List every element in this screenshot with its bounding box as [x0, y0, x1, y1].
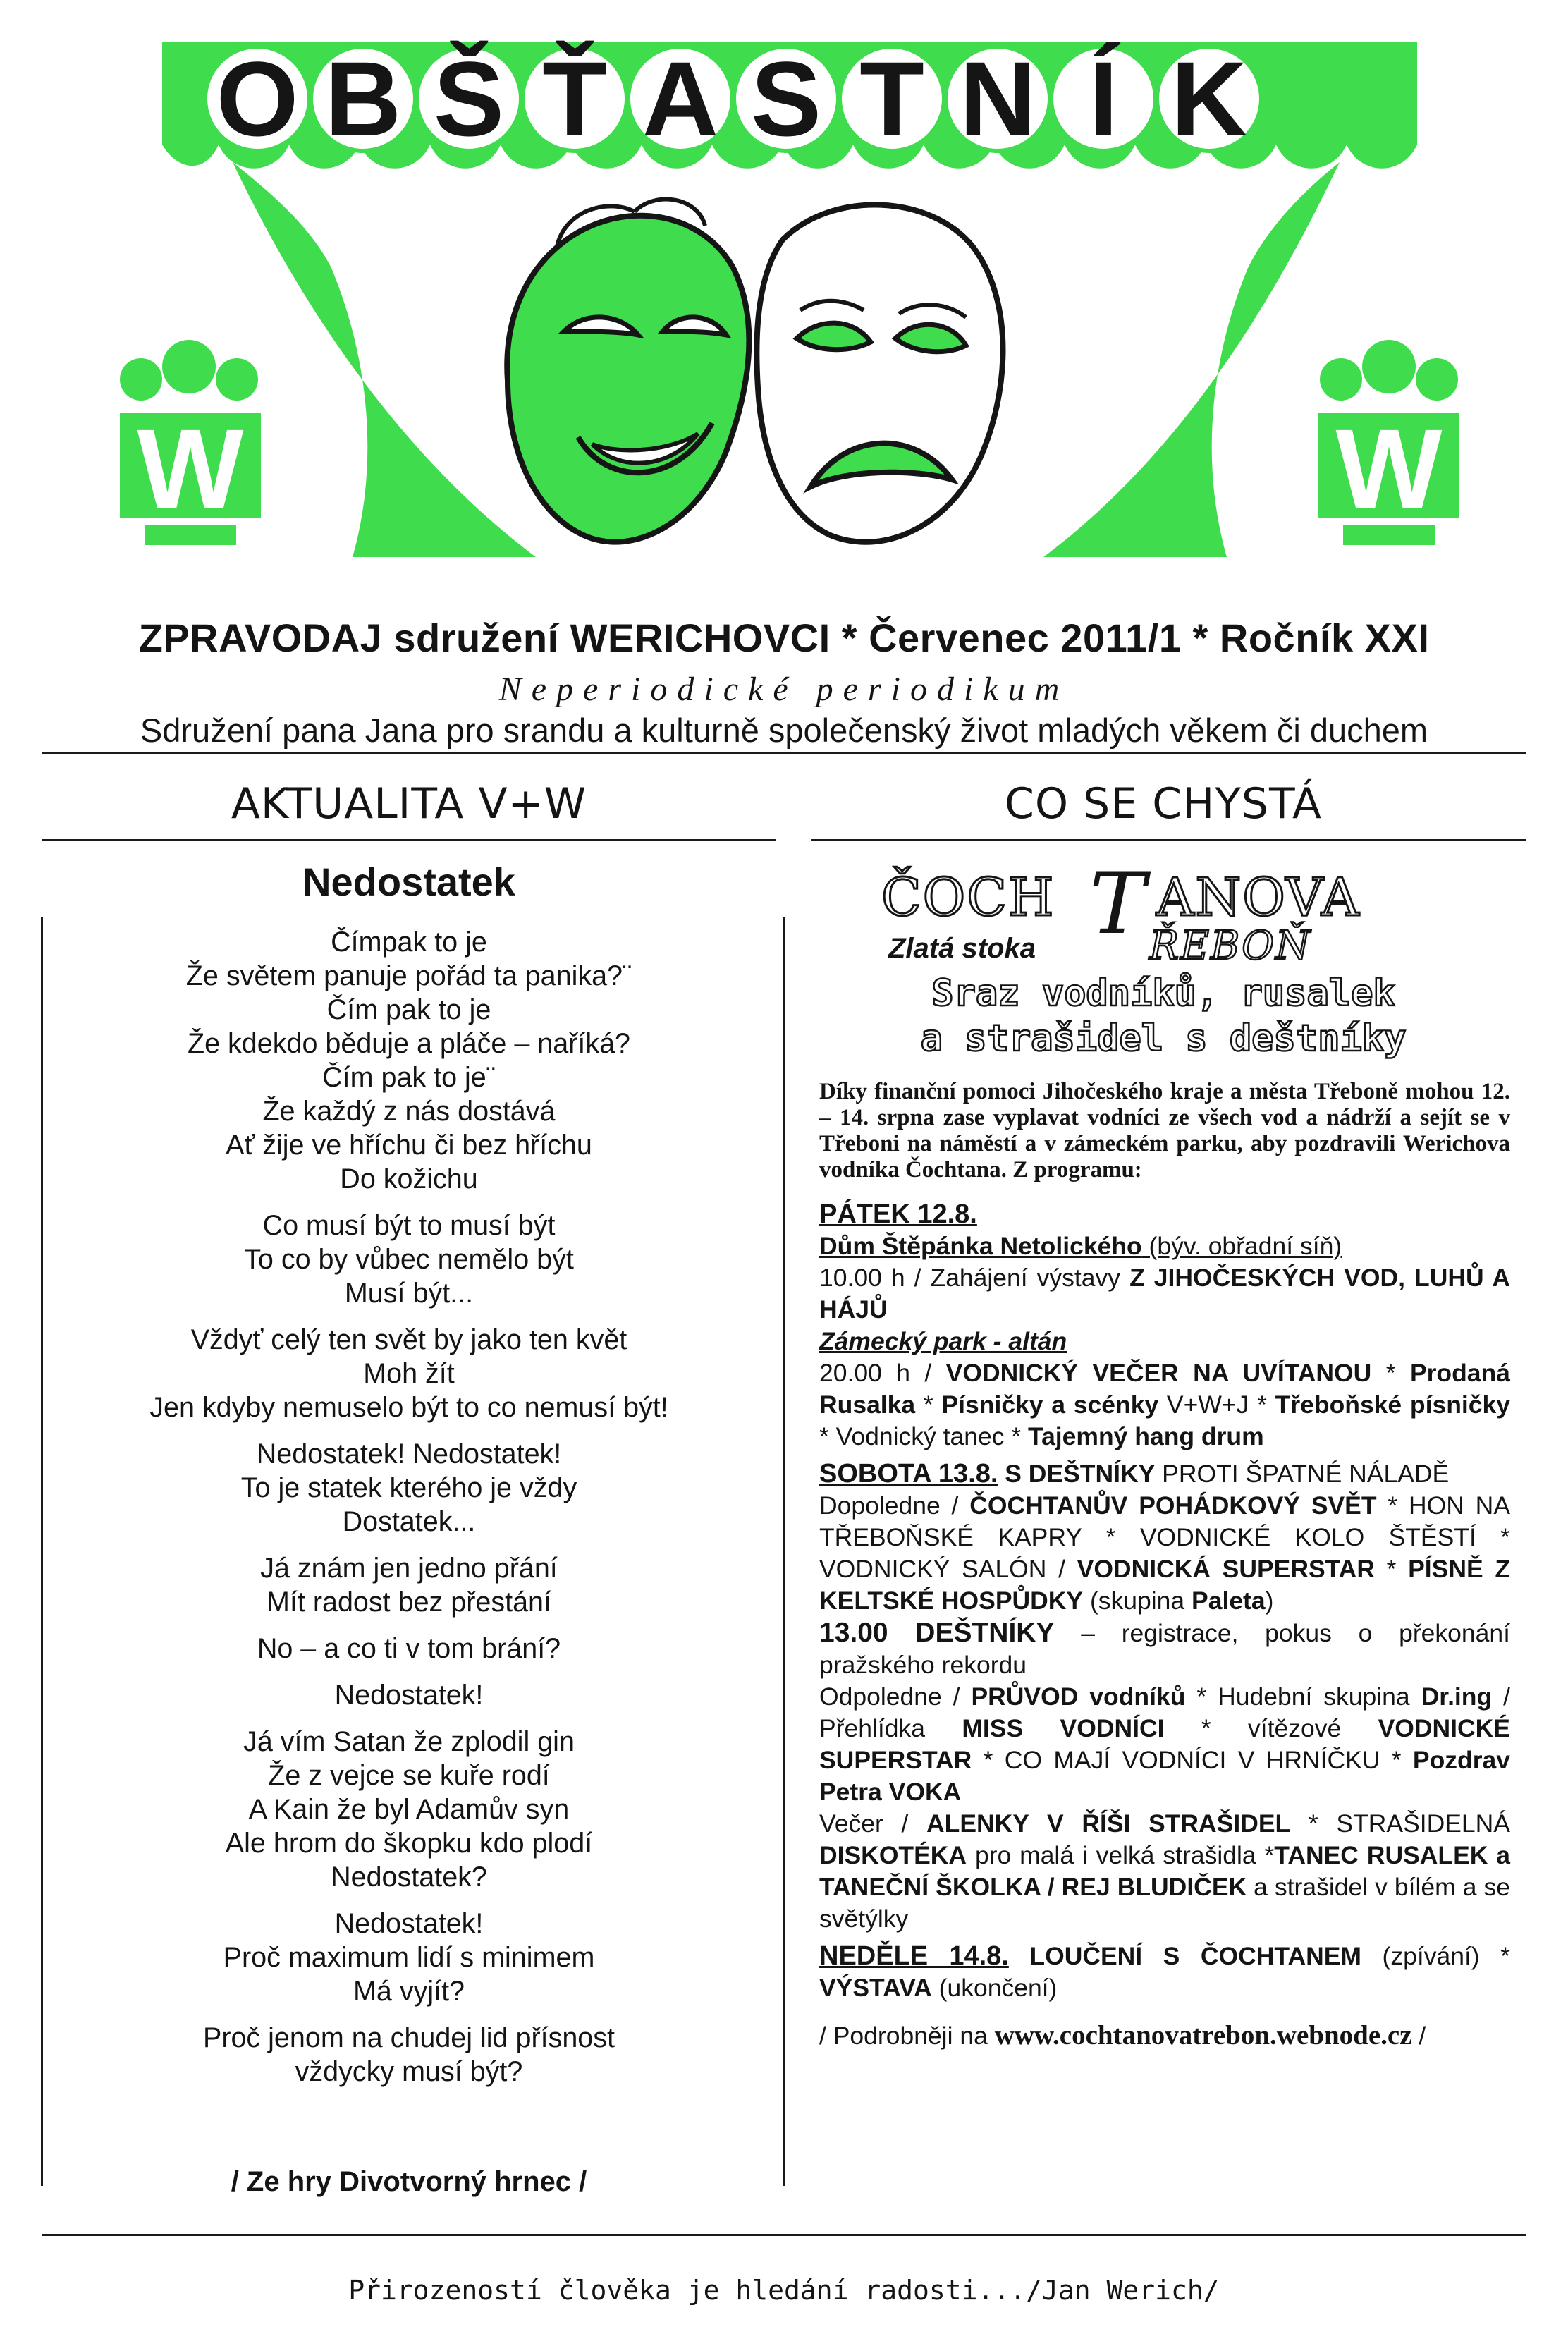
program-highlight: ČOCHTANŮV POHÁDKOVÝ SVĚT — [969, 1491, 1377, 1520]
header-divider — [42, 752, 1526, 754]
program-text: * — [1371, 1359, 1410, 1387]
poem-stanza — [42, 1907, 776, 2008]
poem-stanza — [42, 1678, 776, 1712]
program-item — [819, 1262, 1510, 1326]
newsletter-info: ZPRAVODAJ sdružení WERICHOVCI * Červenec 2011/1 * Ročník XXI — [138, 616, 1430, 660]
poem-line: Co musí být to musí být — [262, 1210, 556, 1241]
program-highlight: PRŮVOD vodníků — [971, 1682, 1186, 1711]
program-highlight: ALENKY V ŘÍŠI STRAŠIDEL — [926, 1809, 1291, 1838]
right-werichovci-logo — [1318, 340, 1459, 545]
logo-word-left: ČOCH — [881, 867, 1055, 928]
title-letter: B — [324, 39, 402, 158]
program-text: / Podrobněji na — [819, 2022, 995, 2050]
right-drape — [1043, 162, 1340, 557]
program-text: a strašidel v bílém a se světýlky — [819, 1873, 1511, 1933]
poem-stanza — [42, 925, 776, 1196]
right-section-rule — [811, 839, 1526, 841]
spacer — [819, 1935, 1510, 1941]
slogan-line: Sraz vodníků, rusalek — [931, 972, 1395, 1015]
title-letter: K — [1170, 39, 1248, 158]
program-time: 10.00 h / Zahájení výstavy — [819, 1264, 1130, 1292]
event-intro: Díky finanční pomoci Jihočeského kraje a města Třeboně mohou 12. – 14. srpna zase vyplavat vodníci ze všech vod a nádrží a sejít se v Třeboni na náměstí a v zámeckém parku, aby pozdravili Werichova vodníka Čochtana. Z programu: — [819, 1079, 1510, 1183]
left-werichovci-logo — [120, 340, 261, 545]
poem-line: Musí být... — [344, 1278, 474, 1309]
poem-line: Že každý z nás dostává — [262, 1096, 556, 1127]
program-time: Večer / — [819, 1809, 926, 1838]
program-text: (skupina — [1083, 1587, 1192, 1615]
program-venue — [819, 1230, 1510, 1262]
program-text: V+W+J * — [1158, 1391, 1275, 1419]
poem-line: To co by vůbec nemělo být — [244, 1244, 574, 1275]
program-highlight: Písničky a scénky — [941, 1391, 1159, 1419]
program-text: (ukončení) — [931, 1974, 1058, 2002]
section-title-aktualita: AKTUALITA V+W — [231, 779, 587, 829]
footer-quote: Přirozeností člověka je hledání radosti.../Jan Werich/ — [348, 2275, 1220, 2306]
program-day-saturday-heading — [819, 1458, 1510, 1490]
program-highlight: LOUČENÍ S ČOCHTANEM — [1008, 1942, 1361, 1970]
newsletter-subtitle: Neperiodické periodikum — [498, 671, 1070, 708]
poem-line: Nedostatek! — [334, 1680, 484, 1711]
program-item — [819, 1941, 1510, 2004]
program-venue: Zámecký park - altán — [819, 1327, 1067, 1355]
poem-line: Že kdekdo běduje a pláče – naříká? — [187, 1028, 631, 1059]
title-letter: A — [642, 39, 719, 158]
website-link[interactable]: www.cochtanovatrebon.webnode.cz — [994, 2020, 1412, 2051]
program-highlight: VODNICKÝ VEČER NA UVÍTANOU — [945, 1359, 1372, 1387]
program-highlight: DISKOTÉKA — [819, 1841, 967, 1869]
poem-line: Ať žije ve hříchu či bez hříchu — [226, 1130, 592, 1161]
poem-stanza — [42, 1725, 776, 1894]
program-highlight: Tajemný hang drum — [1028, 1422, 1264, 1450]
poem-source: / Ze hry Divotvorný hrnec / — [231, 2166, 587, 2197]
spacer — [819, 2004, 1510, 2020]
poem-line: Já vím Satan že zplodil gin — [243, 1726, 575, 1757]
poem-line: Že z vejce se kuře rodí — [268, 1760, 550, 1791]
poem-line: Nedostatek! — [334, 1908, 484, 1939]
program-text: / — [1411, 2022, 1426, 2050]
association-tagline: Sdružení pana Jana pro srandu a kulturně společenský život mladých věkem či duchem — [140, 711, 1428, 749]
program-text: * — [1374, 1555, 1409, 1583]
poem-line: Čímpak to je — [331, 927, 487, 958]
program-text: ) — [1265, 1587, 1274, 1615]
poem-line: Ale hrom do škopku kdo plodí — [225, 1828, 593, 1859]
poem-line: Nedostatek! Nedostatek! — [256, 1438, 562, 1470]
poem-line: Čím pak to je — [326, 994, 491, 1025]
program-time: Odpoledne / — [819, 1682, 972, 1711]
program-item — [819, 1490, 1510, 1617]
program-text: (zpívání) * — [1361, 1942, 1510, 1970]
program-highlight: VODNICKÉ SUPERSTAR — [819, 1714, 1510, 1774]
poem-stanza — [42, 1551, 776, 1619]
poem-line: Mít radost bez přestání — [267, 1587, 551, 1618]
poem-line: No – a co ti v tom brání? — [257, 1633, 561, 1664]
poem-line: vždycky musí být? — [295, 2056, 523, 2087]
title-letter: T — [859, 39, 924, 158]
program-highlight: PÍSNĚ Z KELTSKÉ HOSPŮDKY — [819, 1555, 1511, 1615]
logo-word-right: ANOVA — [1156, 867, 1361, 928]
program-item — [819, 1808, 1510, 1935]
poem-stanza — [42, 1437, 776, 1539]
event-program — [819, 1199, 1510, 2052]
poem-line: Proč maximum lidí s minimem — [223, 1942, 595, 1973]
title-letter: Š — [433, 39, 505, 158]
program-highlight: Paleta — [1192, 1587, 1266, 1615]
logo-subtitle: Zlatá stoka — [888, 933, 1036, 964]
program-text: * HON NA TŘEBOŇSKÉ KAPRY * VODNICKÉ KOLO ŠTĚSTÍ * VODNICKÝ SALÓN / — [819, 1491, 1510, 1583]
poem-line: A Kain že byl Adamův syn — [248, 1794, 570, 1825]
program-text: * STRAŠIDELNÁ — [1290, 1809, 1510, 1838]
monogram-letter: W — [1335, 405, 1443, 532]
column-divider — [783, 917, 785, 2186]
cochtanova-logo — [811, 859, 1516, 1070]
program-text: * CO MAJÍ VODNÍCI V HRNÍČKU * — [972, 1746, 1413, 1774]
program-highlight: TANEC RUSALEK a TANEČNÍ ŠKOLKA / REJ BLUDIČEK — [819, 1841, 1510, 1901]
program-highlight: Třeboňské písničky — [1275, 1391, 1510, 1419]
poem-stanza — [42, 2021, 776, 2089]
program-day-saturday: SOBOTA 13.8. — [819, 1459, 998, 1489]
program-text: pro malá i velká strašidla * — [967, 1841, 1275, 1869]
poem-line: Dostatek... — [342, 1506, 476, 1537]
footer-divider — [42, 2234, 1526, 2236]
masthead — [0, 0, 1568, 606]
program-highlight: Z JIHOČESKÝCH VOD, LUHŮ A HÁJŮ — [819, 1264, 1510, 1324]
poem-line: Čím pak to je¨ — [322, 1062, 496, 1093]
program-item — [819, 1357, 1510, 1453]
logo-big-t: T — [1089, 859, 1146, 953]
program-highlight: MISS VODNÍCI — [962, 1714, 1165, 1742]
logo-town: ŘEBOŇ — [1149, 923, 1312, 969]
poem-line: Moh žít — [363, 1358, 455, 1389]
poem-line: Do kožichu — [340, 1163, 478, 1195]
venue-name: Dům Štěpánka Netolického — [819, 1232, 1142, 1260]
title-letter: Ť — [542, 39, 607, 158]
title-letter: N — [959, 39, 1036, 158]
poem-line: Má vyjít? — [353, 1976, 465, 2007]
left-drape — [233, 162, 536, 557]
poem-line: To je statek kterého je vždy — [240, 1472, 577, 1503]
poem-text — [42, 925, 776, 2101]
poem-title: Nedostatek — [302, 860, 515, 904]
section-title-co-se-chysta: CO SE CHYSTÁ — [1004, 779, 1323, 829]
program-item — [819, 1681, 1510, 1808]
poem-stanza — [42, 1209, 776, 1310]
tragedy-mask-icon — [757, 204, 1003, 542]
program-highlight: VÝSTAVA — [819, 1974, 932, 2002]
title-letter: Í — [1089, 39, 1118, 158]
cochtanova-logo-art — [811, 859, 1516, 1070]
program-highlight: VODNICKÁ SUPERSTAR — [1077, 1555, 1375, 1583]
program-time: 20.00 h / — [819, 1359, 946, 1387]
poem-line: Proč jenom na chudej lid přísnost — [202, 2022, 615, 2053]
program-highlight: Prodaná Rusalka — [819, 1359, 1510, 1419]
title-letter: O — [216, 39, 299, 158]
poem-stanza — [42, 1632, 776, 1666]
program-text: / Přehlídka — [819, 1682, 1510, 1742]
left-section-rule — [42, 839, 776, 841]
program-text: PROTI ŠPATNÉ NÁLADĚ — [1155, 1460, 1450, 1488]
poem-line: Nedostatek? — [331, 1862, 487, 1893]
venue-note: (býv. obřadní síň) — [1141, 1232, 1342, 1260]
program-item — [819, 1617, 1510, 1681]
program-text: – registrace, pokus o překonání pražského rekordu — [819, 1619, 1510, 1679]
program-time: Dopoledne / — [819, 1491, 970, 1520]
poem-line: Já znám jen jedno přání — [260, 1553, 558, 1584]
program-text: * Vodnický tanec * — [819, 1422, 1029, 1450]
more-info — [819, 2020, 1510, 2052]
program-text: * — [915, 1391, 942, 1419]
program-highlight: Pozdrav Petra VOKA — [819, 1746, 1510, 1806]
poem-line: Že světem panuje pořád ta panika?¨ — [185, 960, 632, 991]
program-day-sunday: NEDĚLE 14.8. — [819, 1941, 1009, 1971]
program-highlight: Dr.ing — [1421, 1682, 1493, 1711]
program-highlight: 13.00 DEŠTNÍKY — [819, 1618, 1055, 1648]
monogram-letter: W — [137, 405, 244, 532]
poem-stanza — [42, 1323, 776, 1424]
poem-line: Vždyť celý ten svět by jako ten květ — [190, 1324, 627, 1355]
program-text: * vítězové — [1164, 1714, 1378, 1742]
comedy-mask-icon — [507, 200, 749, 542]
slogan-line: a strašidel s deštníky — [920, 1018, 1407, 1060]
masthead-artwork — [0, 0, 1568, 606]
poem-line: Jen kdyby nemuselo být to co nemusí být! — [149, 1392, 668, 1423]
title-letter: S — [750, 39, 822, 158]
program-text: * Hudební skupina — [1185, 1682, 1421, 1711]
program-highlight: S DEŠTNÍKY — [998, 1460, 1156, 1488]
spacer — [819, 1453, 1510, 1458]
program-day-friday: PÁTEK 12.8. — [819, 1199, 977, 1229]
